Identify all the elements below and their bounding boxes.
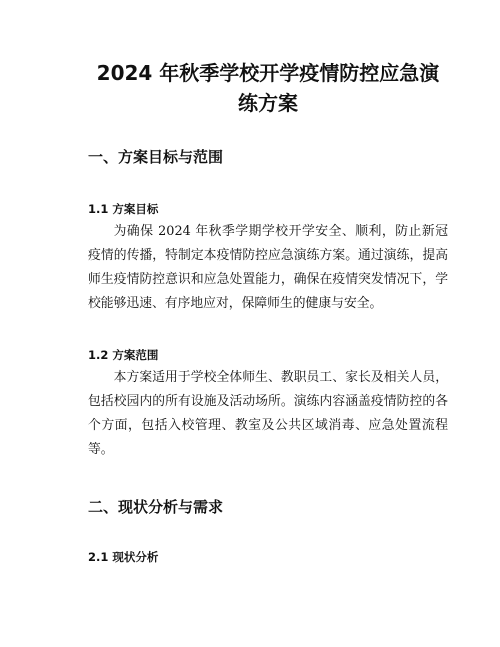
subsection-heading-analysis: 2.1 现状分析 <box>88 550 159 564</box>
paragraph-scope: 本方案适用于学校全体师生、教职员工、家长及相关人员，包括校园内的所有设施及活动场所。演练内容涵盖疫情防控的各个方面，包括入校管理、教室及公共区域消毒、应急处置流程等。 <box>88 370 448 457</box>
subsection-heading-scope: 1.2 方案范围 <box>88 348 159 362</box>
paragraph-goals: 为确保 2024 年秋季学期学校开学安全、顺利，防止新冠疫情的传播，特制定本疫情防控应急演练方案。通过演练，提高师生疫情防控意识和应急处置能力，确保在疫情突发情况下，学校能够迅速、有序地应对，保障师生的健康与安全。 <box>88 224 448 311</box>
subsection-heading-goals: 1.1 方案目标 <box>88 202 159 216</box>
section-heading-goals-scope: 一、方案目标与范围 <box>88 148 224 166</box>
section-heading-analysis-needs: 二、现状分析与需求 <box>88 498 224 516</box>
document-title: 2024 年秋季学校开学疫情防控应急演练方案 <box>96 61 440 115</box>
